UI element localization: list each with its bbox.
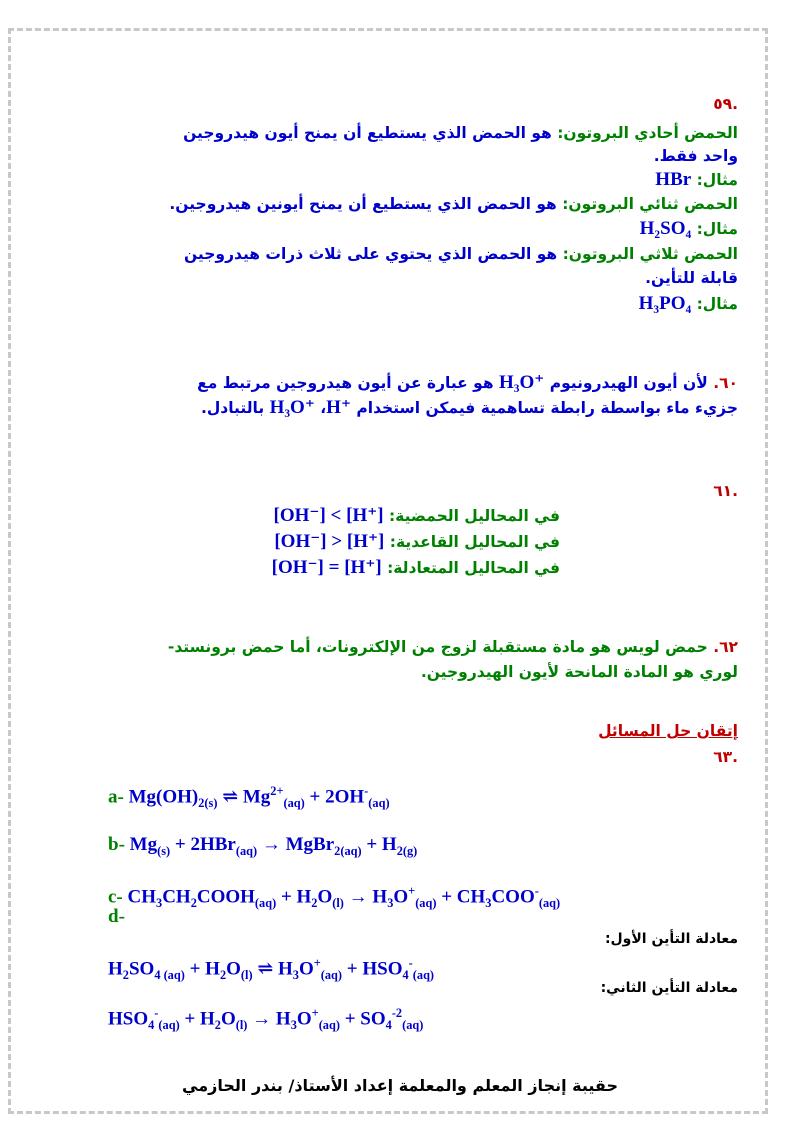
equation-a: a- $Mg(OH)_{2(s)}$ ⇌ $Mg^{2+}_{(aq)} + 2OH^-_{(aq)}$ [108, 784, 390, 811]
q59-tri-line-2: قابلة للتأين. [645, 269, 738, 287]
page-footer: حقيبة إنجاز المعلم والمعلمة إعداد الأستاذ/ بندر الحازمي [182, 1076, 618, 1095]
q61-number: .٦١ [713, 482, 738, 500]
q59-tri-example: مثال: H₃PO₄ [638, 293, 738, 314]
q59-di-example: مثال: H₂SO₄ [639, 218, 738, 239]
q60-line-2: جزيء ماء بواسطة رابطة تساهمية فيمكن استخدام H⁺، H₃O⁺ بالتبادل. [200, 397, 738, 418]
first-ionization-label: معادلة التأين الأول: [604, 931, 738, 947]
q60-line-1: ٦٠. لأن أيون الهيدرونيوم H₃O⁺ هو عبارة عن أيون هيدروجين مرتبط مع [197, 372, 738, 393]
equation-c: c- $CH_3CH_2COOH_{(aq)} + H_2O_{(l)} \to H_3O^+_{(aq)} + CH_3COO^-_{(aq)}$ [108, 884, 561, 911]
q59-mono-line-2: واحد فقط. [653, 147, 738, 165]
q59-tri-line-1: الحمض ثلاثي البروتون: هو الحمض الذي يحتوي على ثلاث ذرات هيدروجين [183, 245, 738, 263]
q61-neutral: في المحاليل المتعادلة: [OH⁻] = [H⁺] [271, 557, 560, 578]
q59-mono-line-1: الحمض أحادي البروتون: هو الحمض الذي يستطيع أن يمنح أيون هيدروجين [183, 124, 738, 142]
equation-d-first: $H_2SO_{4 (aq)} + H_2O_{(l)}$ ⇌ $H_3O^+_{(aq)} + HSO_4^-_{(aq)}$ [108, 956, 435, 983]
q61-basic: في المحاليل القاعدية: [OH⁻] > [H⁺] [274, 531, 560, 552]
q59-di-line: الحمض ثنائي البروتون: هو الحمض الذي يستطيع أن يمنح أيونين هيدروجين. [169, 195, 738, 213]
second-ionization-label: معادلة التأين الثاني: [600, 980, 738, 996]
q59-number: .٥٩ [713, 95, 738, 113]
equation-d-prefix: d- [108, 906, 125, 927]
equation-b: b- $Mg_{(s)} + 2HBr_{(aq)}$ → MgBr$_{2(aq)}$ + $H_{2(g)}$ [108, 834, 418, 858]
q63-number: .٦٣ [713, 748, 738, 766]
equation-d-second: $HSO_4^-_{(aq)} + H_2O_{(l)} \to H_3O^+_{(aq)} + SO_4^{-2}_{(aq)}$ [108, 1006, 424, 1033]
q62-line-2: لوري هو المادة المانحة لأيون الهيدروجين. [420, 663, 738, 681]
q62-line-1: ٦٢. حمض لويس هو مادة مستقبلة لزوج من الإلكترونات، أما حمض برونستد- [167, 638, 738, 656]
section-heading: إتقان حل المسائل [598, 722, 738, 740]
q59-mono-example: مثال: HBr [655, 169, 738, 190]
q61-acidic: في المحاليل الحمضية: [OH⁻] < [H⁺] [273, 505, 560, 526]
